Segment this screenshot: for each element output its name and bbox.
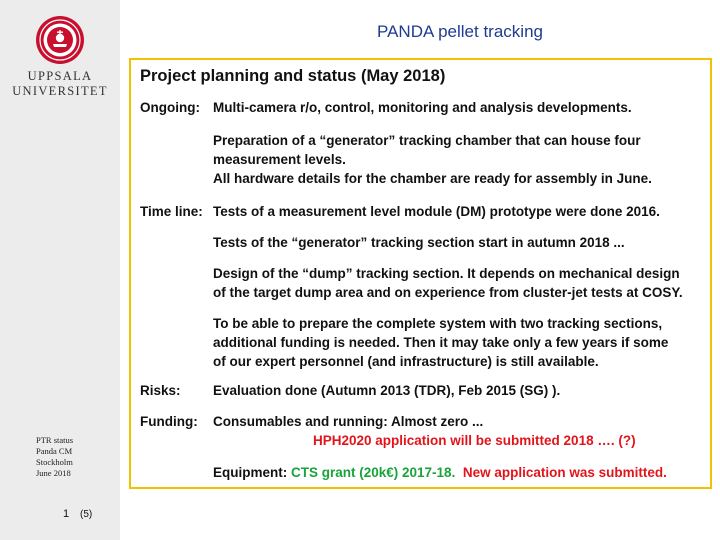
risks-text: Evaluation done (Autumn 2013 (TDR), Feb 2015 (SG) ). xyxy=(213,383,561,398)
section-heading: Project planning and status (May 2018) xyxy=(140,67,446,85)
slide-title: PANDA pellet tracking xyxy=(377,22,543,41)
university-name-line1: UPPSALA xyxy=(27,69,93,83)
page-count: (5) xyxy=(80,509,93,520)
timeline-text: additional funding is needed. Then it may take only a few years if some xyxy=(213,335,669,350)
side-meta-line: PTR status xyxy=(36,435,74,445)
new-application-text: New application was submitted. xyxy=(462,465,667,480)
slide-number: 1 xyxy=(63,508,70,520)
timeline-text: of our expert personnel (and infrastructure) is still available. xyxy=(213,354,599,369)
timeline-text: To be able to prepare the complete system with two tracking sections, xyxy=(213,316,663,331)
ongoing-label: Ongoing: xyxy=(140,100,200,115)
funding-equipment-line xyxy=(213,463,667,483)
timeline-text: Design of the “dump” tracking section. It depends on mechanical design xyxy=(213,266,680,281)
funding-text: Consumables and running: Almost zero ... xyxy=(213,414,484,429)
timeline-text: Tests of a measurement level module (DM) prototype were done 2016. xyxy=(213,204,660,219)
ongoing-text: Preparation of a “generator” tracking chamber that can house four xyxy=(213,133,641,148)
equipment-label: Equipment: xyxy=(213,465,291,480)
ongoing-text: All hardware details for the chamber are ready for assembly in June. xyxy=(213,171,652,186)
university-name-line2: UNIVERSITET xyxy=(12,84,108,98)
sidebar xyxy=(0,0,120,540)
ongoing-text: measurement levels. xyxy=(213,152,346,167)
timeline-label: Time line: xyxy=(140,204,203,219)
side-meta-line: June 2018 xyxy=(36,468,71,478)
funding-label: Funding: xyxy=(140,414,198,429)
uppsala-university-seal-icon xyxy=(35,15,85,65)
side-meta-line: Stockholm xyxy=(36,457,73,467)
side-meta-line: Panda CM xyxy=(36,446,73,456)
cts-grant-text: CTS grant (20k€) 2017-18. xyxy=(291,465,456,480)
ongoing-text: Multi-camera r/o, control, monitoring and analysis developments. xyxy=(213,100,632,115)
risks-label: Risks: xyxy=(140,383,181,398)
timeline-text: of the target dump area and on experience from cluster-jet tests at COSY. xyxy=(213,285,683,300)
funding-hph2020-note: HPH2020 application will be submitted 2018 …. (?) xyxy=(313,433,636,448)
timeline-text: Tests of the “generator” tracking section start in autumn 2018 ... xyxy=(213,235,625,250)
